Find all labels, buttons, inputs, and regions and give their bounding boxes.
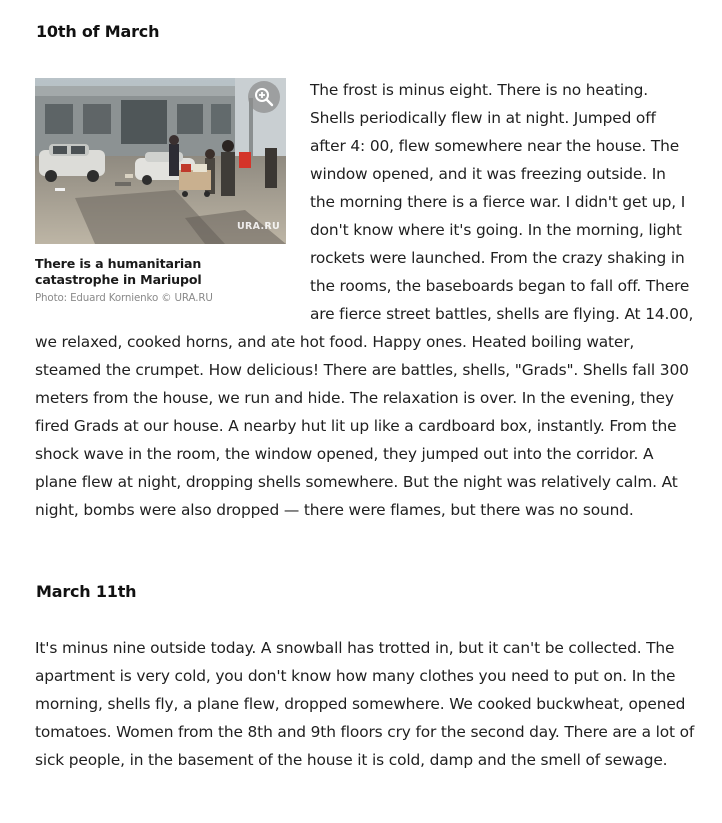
news-photo[interactable] xyxy=(35,78,286,244)
entry-body xyxy=(35,76,695,524)
entry-date-heading: March 11th xyxy=(36,582,137,601)
entry-date-heading: 10th of March xyxy=(36,22,160,41)
zoom-button[interactable] xyxy=(248,81,280,113)
photo-watermark: URA.RU xyxy=(237,221,280,232)
entry-text: The frost is minus eight. There is no heating. Shells periodically flew in at night. Jumped off after 4: 00, flew somewhere near the house. The window opened, and it was freezing outside. In the morning there is a fierce war. I didn't get up, I don't know where it's going. In the morning, light rockets were launched. From the crazy shaking in the rooms, the baseboards began to fall off. There are fierce street battles, shells are flying. At 14.00, we relaxed, cooked horns, and ate hot food. Happy ones. Heated boiling water, steamed the crumpet. How delicious! There are battles, shells, "Grads". Shells fall 300 meters from the house, we run and hide. The relaxation is over. In the evening, they fired Grads at our house. A nearby hut lit up like a cardboard box, instantly. From the shock wave in the room, the window opened, they jumped out into the corridor. A plane flew at night, dropping shells somewhere. But the night was relatively calm. At night, bombs were also dropped — there were flames, but there was no sound. xyxy=(35,81,694,519)
zoom-in-icon xyxy=(254,87,274,107)
news-photo-figure xyxy=(35,78,286,305)
photo-credit: Photo: Eduard Kornienko © URA.RU xyxy=(35,292,213,304)
photo-caption: There is a humanitarian catastrophe in Mariupol xyxy=(35,256,202,287)
entry-text: It's minus nine outside today. A snowball has trotted in, but it can't be collected. The apartment is very cold, you don't know how many clothes you need to put on. In the morning, shells fly, a plane flew, dropped somewhere. We cooked buckwheat, opened tomatoes. Women from the 8th and 9th floors cry for the second day. There are a lot of sick people, in the basement of the house it is cold, damp and the smell of sewage. xyxy=(35,639,695,769)
